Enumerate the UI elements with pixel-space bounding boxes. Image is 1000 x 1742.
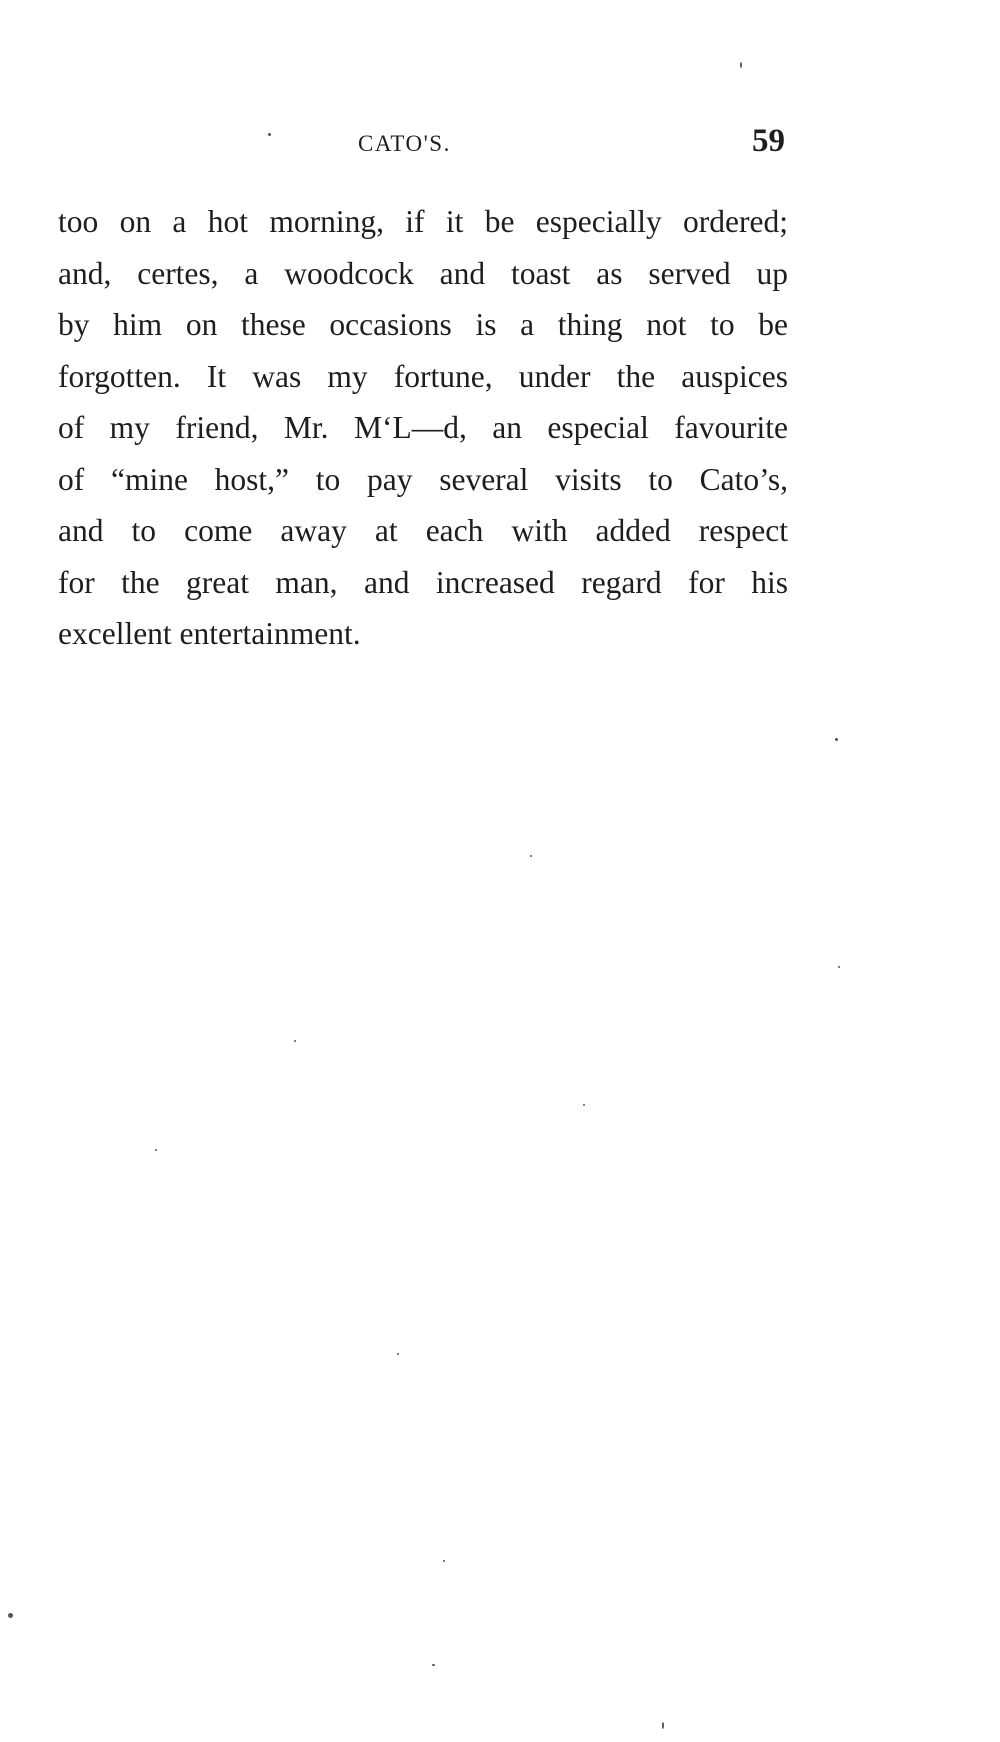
scan-speck [530,855,532,857]
scan-speck [838,966,840,968]
text-line: for the great man, and increased regard for his [58,564,788,600]
scan-speck [443,1560,445,1562]
scan-speck [8,1613,13,1618]
text-line: too on a hot morning, if it be especially ordered; [58,204,788,239]
scan-speck [155,1149,157,1151]
text-line: and, certes, a woodcock and toast as served up [58,255,788,291]
text-line: and to come away at each with added respect [58,513,788,548]
body-paragraph [58,196,788,660]
text-line: of my friend, Mr. M‘L—d, an especial favourite [58,410,788,445]
text-line: forgotten. It was my fortune, under the auspices [58,358,788,394]
scan-speck [268,133,271,136]
running-title: CATO'S. [358,131,451,156]
scan-speck [432,1664,435,1666]
text-line: excellent entertainment. [58,616,361,651]
page-number: 59 [752,123,785,159]
scan-speck [740,62,742,68]
scan-speck [662,1722,664,1729]
scan-speck [294,1040,296,1042]
text-line: by him on these occasions is a thing not to be [58,307,788,342]
scan-speck [583,1104,585,1106]
scan-speck [397,1353,399,1355]
scan-speck [835,738,838,741]
text-line: of “mine host,” to pay several visits to Cato’s, [58,461,788,497]
